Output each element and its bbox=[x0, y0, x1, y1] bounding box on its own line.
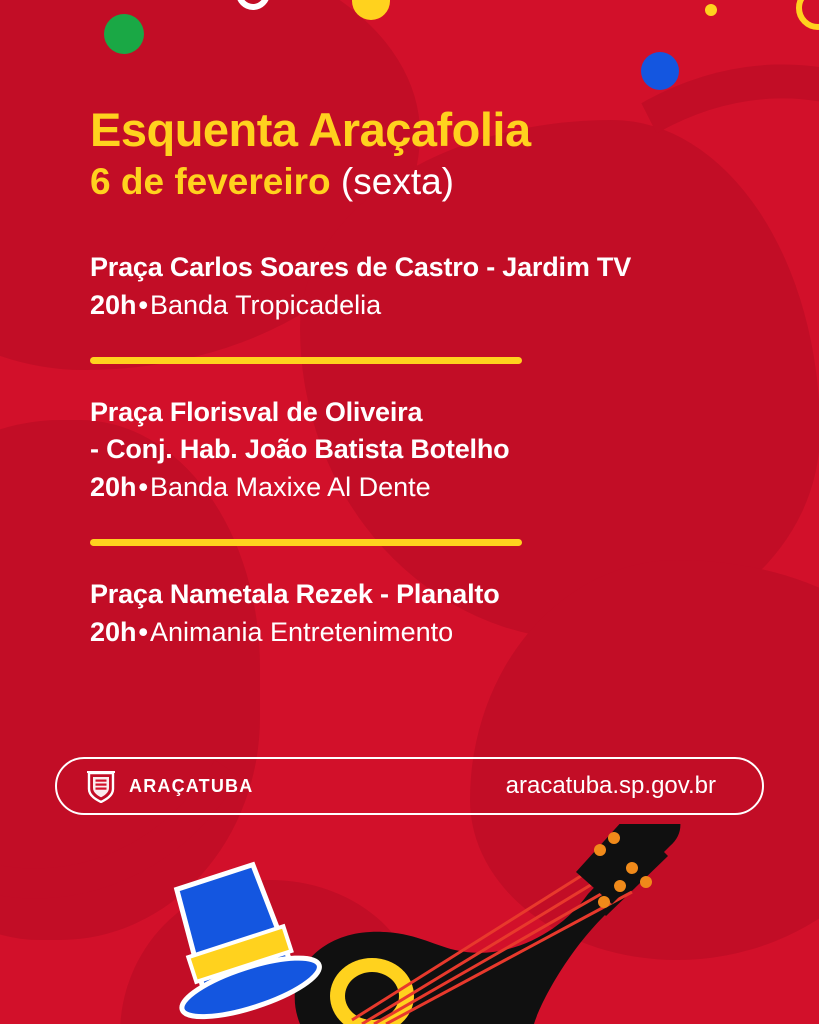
divider bbox=[90, 539, 522, 546]
event-list bbox=[90, 249, 819, 652]
event-time: 20h bbox=[90, 617, 137, 648]
guitar-and-hat-illustration bbox=[0, 824, 819, 1024]
brand-name: ARAÇATUBA bbox=[129, 775, 254, 796]
guitar-icon bbox=[295, 824, 681, 1024]
event-separator: • bbox=[138, 290, 148, 321]
brand bbox=[85, 769, 253, 803]
website-url[interactable]: aracatuba.sp.gov.br bbox=[505, 772, 716, 799]
event-attraction: Animania Entretenimento bbox=[149, 617, 454, 648]
event-place: Praça Nametala Rezek - Planalto bbox=[90, 578, 500, 609]
event-place: Praça Florisval de Oliveira bbox=[90, 397, 423, 428]
event-date-line bbox=[90, 162, 819, 203]
event-date: 6 de fevereiro bbox=[90, 161, 331, 203]
event-time: 20h bbox=[90, 472, 137, 503]
event-separator: • bbox=[138, 472, 148, 503]
event-attraction: Banda Tropicadelia bbox=[149, 290, 382, 321]
page-title: Esquenta Araçafolia bbox=[90, 103, 531, 156]
list-item bbox=[90, 249, 819, 325]
event-place: Praça Carlos Soares de Castro - Jardim TV bbox=[90, 252, 632, 283]
event-place-second-line: - Conj. Hab. João Batista Botelho bbox=[90, 433, 510, 464]
event-separator: • bbox=[138, 617, 148, 648]
event-weekday: (sexta) bbox=[340, 161, 454, 203]
event-attraction-line bbox=[90, 287, 819, 325]
coat-of-arms-icon bbox=[85, 769, 117, 803]
event-attraction-line bbox=[90, 614, 819, 652]
list-item bbox=[90, 394, 819, 507]
event-attraction: Banda Maxixe Al Dente bbox=[149, 472, 431, 503]
event-attraction-line bbox=[90, 469, 819, 507]
footer-bar bbox=[55, 757, 764, 815]
event-time: 20h bbox=[90, 290, 137, 321]
list-item bbox=[90, 576, 819, 652]
divider bbox=[90, 357, 522, 364]
